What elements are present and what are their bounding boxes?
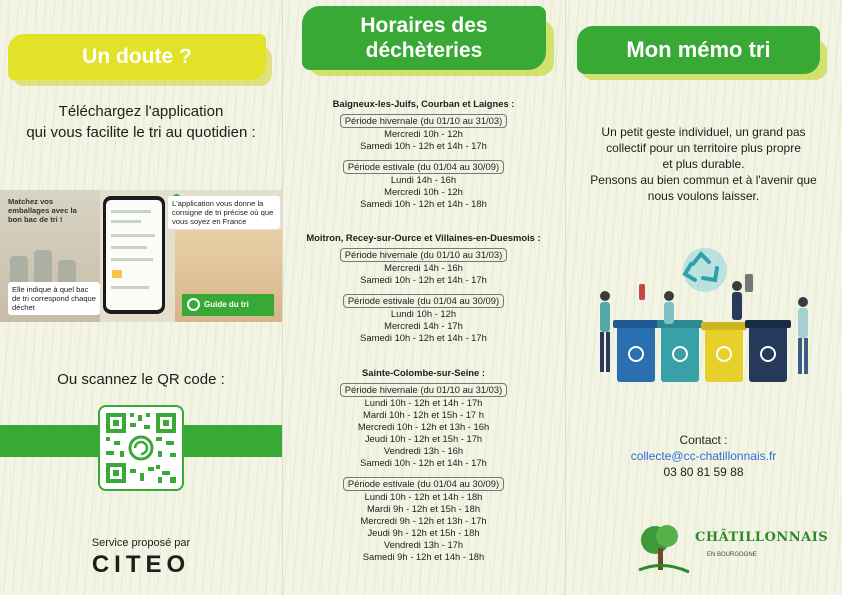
title-line-1: Horaires des	[360, 14, 488, 37]
hours-line: Jeudi 9h - 12h et 15h - 18h	[367, 527, 480, 538]
can	[745, 274, 753, 292]
promo-caption: Matchez vos emballages avec la bon bac de tri !	[8, 197, 77, 224]
app-intro-text	[0, 101, 282, 143]
panel-horaires	[282, 0, 565, 595]
hours-line: Samedi 10h - 12h et 14h - 17h	[360, 457, 487, 468]
memo-line: Un petit geste individuel, un grand pas	[601, 125, 806, 139]
contact-email-link[interactable]: collecte@cc-chatillonnais.fr	[630, 449, 777, 463]
hours-line: Mardi 9h - 12h et 15h - 18h	[366, 503, 481, 514]
panel-memo-tri	[565, 0, 842, 595]
hours-line: Vendredi 13h - 17h	[383, 539, 464, 550]
hours-line: Lundi 10h - 12h	[390, 308, 457, 319]
hours-line: Vendredi 13h - 16h	[383, 445, 464, 456]
period-label: Période hivernale (du 01/10 au 31/03)	[340, 383, 507, 397]
period-label: Période estivale (du 01/04 au 30/09)	[343, 294, 504, 308]
hours-line: Mercredi 10h - 12h et 13h - 16h	[357, 421, 490, 432]
memo-line: Pensons au bien commun et à l'avenir que	[590, 173, 817, 187]
hours-line: Mercredi 14h - 17h	[384, 320, 463, 331]
hours-line: Mercredi 10h - 12h	[384, 186, 463, 197]
period-label: Période hivernale (du 01/10 au 31/03)	[340, 248, 507, 262]
logo-sub: EN BOURGOGNE	[707, 552, 757, 558]
chatillonnais-logo	[633, 520, 829, 580]
memo-line: et plus durable.	[662, 157, 745, 171]
hours-line: Samedi 10h - 12h et 14h - 17h	[360, 274, 487, 285]
hours-line: Samedi 10h - 12h et 14h - 18h	[360, 198, 487, 209]
bottle	[639, 284, 645, 300]
guide-du-tri-badge	[182, 294, 274, 316]
qr-instruction: Ou scannez le QR code :	[57, 371, 225, 388]
hours-line: Samedi 9h - 12h et 14h - 18h	[362, 551, 485, 562]
panel-un-doute	[0, 0, 282, 595]
hours-line: Mercredi 9h - 12h et 13h - 17h	[360, 515, 487, 526]
panel-title-horaires	[302, 6, 546, 70]
hours-line: Lundi 14h - 16h	[390, 174, 457, 185]
bin-green	[657, 320, 703, 382]
memo-text	[565, 124, 842, 204]
panel-title-memo-tri: Mon mémo tri	[577, 26, 820, 74]
hours-line: Jeudi 10h - 12h et 15h - 17h	[364, 433, 483, 444]
logo-name: CHÂTILLONNAIS	[695, 530, 829, 545]
phone-mockup	[103, 196, 165, 314]
recycling-illustration	[595, 244, 815, 394]
guide-logo-icon	[187, 298, 200, 311]
intro-line-2: qui vous facilite le tri au quotidien :	[26, 124, 256, 141]
hours-line: Lundi 10h - 12h et 14h - 17h	[364, 397, 483, 408]
schedule-group-moitron	[282, 232, 565, 344]
tree-logo-icon	[633, 520, 693, 580]
schedule-group-sainte-colombe	[282, 367, 565, 563]
promo-bubble-bin: Elle indique à quel bac de tri correspond chaque déchet	[8, 282, 100, 315]
location-name: Sainte-Colombe-sur-Seine :	[362, 367, 485, 378]
location-name: Baigneux-les-Juifs, Courban et Laignes :	[332, 98, 515, 109]
intro-line-1: Téléchargez l'application	[58, 103, 224, 120]
service-text: Service proposé par	[91, 537, 191, 549]
period-label: Période hivernale (du 01/10 au 31/03)	[340, 114, 507, 128]
location-name: Moitron, Recey-sur-Ource et Villaines-en-Duesmois :	[306, 232, 541, 243]
hours-line: Mercredi 14h - 16h	[384, 262, 463, 273]
hours-line: Mercredi 10h - 12h	[384, 128, 463, 139]
qr-code[interactable]	[98, 405, 184, 491]
hours-line: Samedi 10h - 12h et 14h - 17h	[360, 332, 487, 343]
contact-phone[interactable]: 03 80 81 59 88	[663, 465, 744, 479]
panel-title-un-doute: Un doute ?	[8, 34, 266, 80]
recycle-symbol-icon	[683, 248, 727, 292]
bin-dark	[745, 320, 791, 382]
title-line-2: déchèteries	[365, 39, 483, 62]
contact-block	[565, 432, 842, 480]
period-label: Période estivale (du 01/04 au 30/09)	[343, 160, 504, 174]
guide-du-tri-promo-image	[0, 190, 282, 322]
hours-line: Samedi 10h - 12h et 14h - 17h	[360, 140, 487, 151]
promo-bubble-app: L'application vous donne la consigne de tri précise où que vous soyez en France	[168, 196, 280, 229]
hours-line: Lundi 10h - 12h et 14h - 18h	[364, 491, 483, 502]
qr-code-icon	[100, 407, 182, 489]
memo-line: nous voulons laisser.	[647, 189, 760, 203]
period-label: Période estivale (du 01/04 au 30/09)	[343, 477, 504, 491]
bin-blue	[613, 320, 659, 382]
contact-label: Contact :	[679, 433, 728, 447]
schedule-group-baigneux	[282, 98, 565, 210]
hours-line: Mardi 10h - 12h et 15h - 17 h	[363, 409, 484, 420]
guide-badge-label: Guide du tri	[204, 300, 249, 309]
citeo-logo: CITEO	[91, 551, 191, 578]
memo-line: collectif pour un territoire plus propre	[606, 141, 801, 155]
bin-yellow	[701, 322, 747, 382]
